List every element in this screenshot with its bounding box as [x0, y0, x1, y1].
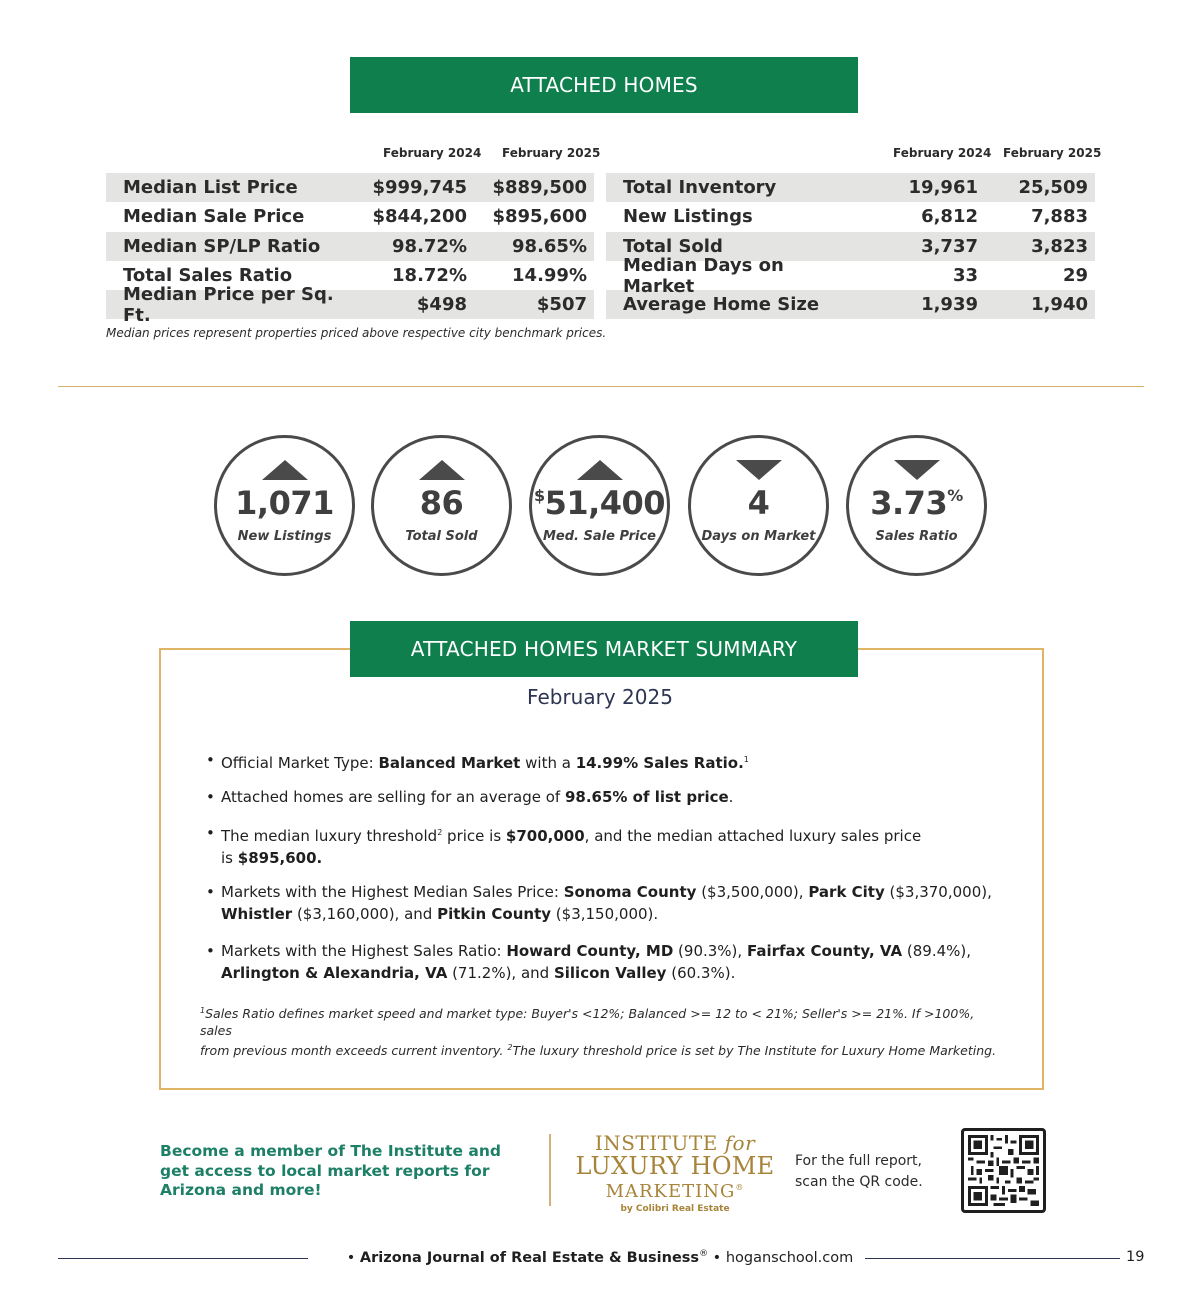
- section-divider: [58, 386, 1144, 387]
- up-arrow-icon: [419, 460, 465, 480]
- change-circle-days-on-market: [688, 435, 829, 576]
- table-row: [106, 173, 594, 202]
- row-value-2024: 1,939: [921, 294, 978, 316]
- table-row: [106, 283, 594, 326]
- summary-bullet-market-type: • Official Market Type: Balanced Market with a 14.99% Sales Ratio.$^1$: [206, 751, 749, 772]
- change-value: 4: [747, 484, 770, 522]
- down-arrow-icon: [736, 460, 782, 480]
- row-label: Median Price per Sq. Ft.: [123, 283, 334, 326]
- summary-month: February 2025: [527, 685, 673, 709]
- table-row: [606, 173, 1095, 202]
- change-circle-total-sold: [371, 435, 512, 576]
- change-value: $51,400: [533, 484, 666, 522]
- left-col-header-2025: February 2025: [502, 146, 601, 160]
- market-summary-banner: ATTACHED HOMES MARKET SUMMARY: [350, 621, 858, 677]
- row-value-2025: $895,600: [492, 206, 587, 228]
- up-arrow-icon: [577, 460, 623, 480]
- change-label: New Listings: [237, 529, 332, 544]
- row-value-2025: 1,940: [1031, 294, 1088, 316]
- row-value-2025: $507: [536, 294, 587, 316]
- row-label: Median Sale Price: [123, 206, 305, 228]
- row-value-2024: 6,812: [921, 206, 978, 228]
- website-link[interactable]: hoganschool.com: [725, 1249, 854, 1266]
- row-value-2024: $498: [416, 294, 467, 316]
- footer-publication: • Arizona Journal of Real Estate & Business® • hoganschool.com: [346, 1249, 854, 1266]
- row-value-2024: $844,200: [372, 206, 467, 228]
- table-row: [606, 202, 1095, 231]
- table-row: [606, 254, 1095, 297]
- row-label: Total Inventory: [623, 177, 777, 199]
- summary-bullet-highest-ratio: • Markets with the Highest Sales Ratio: Howard County, MD (90.3%), Fairfax County, VA (89.4%), Arlington & Alexandria, VA (71.2%), and Silicon Valley (60.3%).: [206, 942, 972, 982]
- page-number: 19: [1126, 1249, 1145, 1265]
- up-arrow-icon: [262, 460, 308, 480]
- row-value-2025: $889,500: [492, 177, 587, 199]
- qr-code-icon: [968, 1135, 1039, 1206]
- change-label: Med. Sale Price: [543, 529, 656, 544]
- row-label: Average Home Size: [623, 294, 820, 316]
- row-label: Median SP/LP Ratio: [123, 235, 321, 257]
- table-row: [106, 232, 594, 261]
- summary-bullet-list-price: • Attached homes are selling for an average of 98.65% of list price.: [206, 788, 734, 806]
- change-circle-sales-ratio: [846, 435, 987, 576]
- change-label: Total Sold: [405, 529, 478, 544]
- row-label: Total Sales Ratio: [123, 265, 293, 287]
- right-col-header-2024: February 2024: [893, 146, 992, 160]
- table-row: [106, 202, 594, 231]
- qr-caption: For the full report, scan the QR code.: [795, 1153, 923, 1190]
- row-value-2025: 7,883: [1031, 206, 1088, 228]
- row-value-2024: 98.72%: [392, 235, 467, 257]
- change-circle-med-sale-price: [529, 435, 670, 576]
- row-label: Median Days on Market: [623, 254, 784, 297]
- table-row: [606, 290, 1095, 319]
- row-value-2024: 3,737: [921, 235, 978, 257]
- row-value-2025: 98.65%: [512, 235, 587, 257]
- summary-bullet-luxury-threshold: • The median luxury threshold$^2$ price is $700,000, and the median attached luxury sales price is $895,600.: [206, 824, 922, 867]
- qr-code[interactable]: [961, 1128, 1046, 1213]
- left-col-header-2024: February 2024: [383, 146, 482, 160]
- change-value: 86: [419, 484, 464, 522]
- summary-bullet-highest-price: • Markets with the Highest Median Sales Price: Sonoma County ($3,500,000), Park City ($3,370,000), Whistler ($3,160,000), and Pitkin County ($3,150,000).: [206, 883, 992, 923]
- change-label: Days on Market: [701, 529, 816, 544]
- row-label: Total Sold: [623, 235, 723, 257]
- cta-divider: [549, 1134, 551, 1206]
- prices-footnote: Median prices represent properties priced above respective city benchmark prices.: [106, 326, 607, 340]
- change-value: 3.73%: [870, 484, 963, 522]
- change-value: 1,071: [235, 484, 334, 522]
- row-value-2025: 14.99%: [512, 265, 587, 287]
- right-col-header-2025: February 2025: [1003, 146, 1102, 160]
- row-value-2024: $999,745: [372, 177, 467, 199]
- inventory-stats-table: [606, 173, 1095, 319]
- row-value-2025: 3,823: [1031, 235, 1088, 257]
- change-circle-new-listings: [214, 435, 355, 576]
- row-label: New Listings: [623, 206, 753, 228]
- membership-cta: Become a member of The Institute and get access to local market reports for Arizona and more!: [160, 1142, 501, 1199]
- sales-ratio-footnote: $^1$Sales Ratio defines market speed and market type: Buyer's <12%; Balanced >= 12 to < 21%; Seller's >= 21%. If >100%, sales from previous month exceeds current inventory. $^2$The luxury threshold price is set by The Institute for Luxury Home Marketing.: [200, 1006, 997, 1059]
- institute-logo: INSTITUTE for LUXURY HOME MARKETING® by Colibri Real Estate: [575, 1131, 775, 1214]
- section-banner: ATTACHED HOMES: [350, 57, 858, 113]
- row-value-2025: 29: [1062, 265, 1088, 287]
- row-value-2024: 33: [952, 265, 978, 287]
- row-value-2024: 19,961: [908, 177, 978, 199]
- change-label: Sales Ratio: [875, 529, 958, 544]
- row-value-2025: 25,509: [1018, 177, 1088, 199]
- price-stats-table: [106, 173, 594, 326]
- row-label: Median List Price: [123, 177, 298, 199]
- down-arrow-icon: [894, 460, 940, 480]
- row-value-2024: 18.72%: [392, 265, 467, 287]
